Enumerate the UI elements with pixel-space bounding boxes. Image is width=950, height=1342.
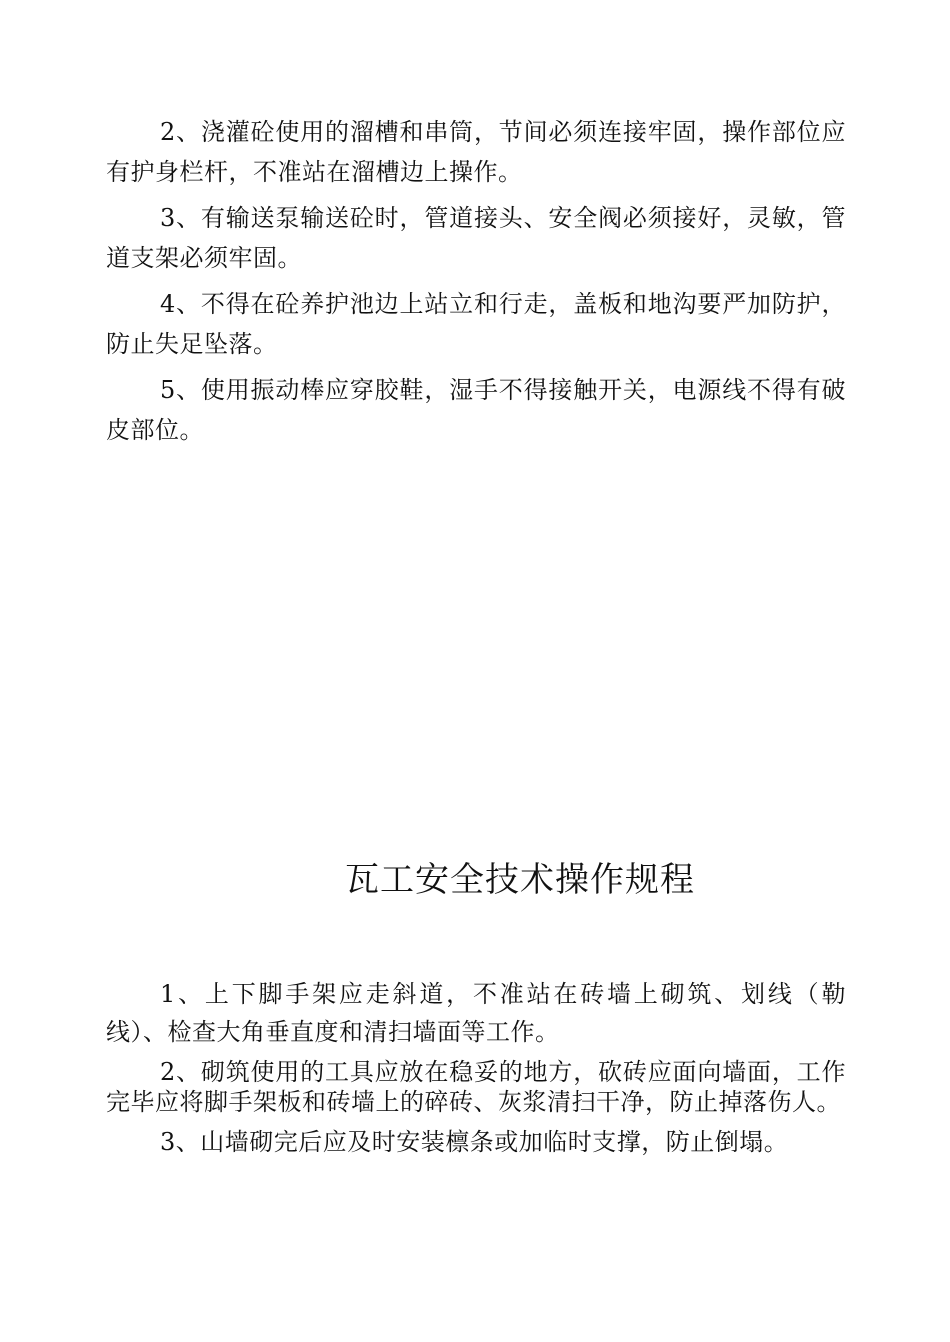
concrete-rules-continued — [106, 112, 846, 456]
rule-item: 1、上下脚手架应走斜道，不准站在砖墙上砌筑、划线（勒线）、检查大角垂直度和清扫墙面等工作。 — [106, 980, 846, 1046]
rule-item: 2、浇灌砼使用的溜槽和串筒，节间必须连接牢固，操作部位应有护身栏杆，不准站在溜槽边上操作。 — [106, 118, 846, 186]
rule-item: 3、山墙砌完后应及时安装檩条或加临时支撑，防止倒塌。 — [160, 1128, 789, 1156]
rule-item: 4、不得在砼养护池边上站立和行走，盖板和地沟要严加防护，防止失足坠落。 — [106, 290, 846, 358]
rule-item: 3、有输送泵输送砼时，管道接头、安全阀必须接好，灵敏，管道支架必须牢固。 — [106, 204, 846, 272]
bricklayer-rules — [106, 975, 846, 1167]
rule-item: 5、使用振动棒应穿胶鞋，湿手不得接触开关，电源线不得有破皮部位。 — [106, 376, 846, 444]
section-title: 瓦工安全技术操作规程 — [345, 860, 695, 900]
rule-item: 2、砌筑使用的工具应放在稳妥的地方，砍砖应面向墙面，工作完毕应将脚手架板和砖墙上的碎砖、灰浆清扫干净，防止掉落伤人。 — [106, 1058, 846, 1116]
